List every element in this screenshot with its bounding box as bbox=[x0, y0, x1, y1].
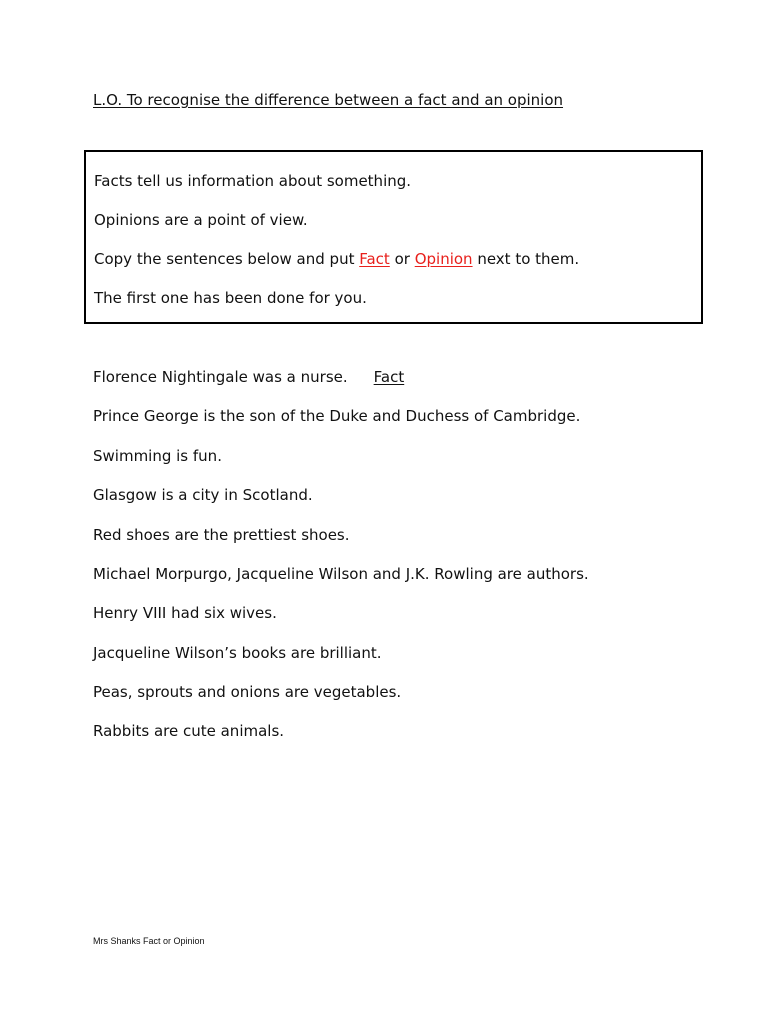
sentence-2: Prince George is the son of the Duke and Duchess of Cambridge. bbox=[93, 407, 581, 425]
learning-objective: L.O. To recognise the difference between a fact and an opinion bbox=[93, 91, 564, 109]
facts-definition: Facts tell us information about something. bbox=[94, 172, 412, 190]
task-instruction-start: Copy the sentences below and put bbox=[94, 250, 360, 268]
sentence-10: Rabbits are cute animals. bbox=[93, 722, 285, 740]
task-instruction-end: next to them. bbox=[472, 250, 580, 268]
sentence-6: Michael Morpurgo, Jacqueline Wilson and J.K. Rowling are authors. bbox=[93, 565, 589, 583]
sentence-1 bbox=[93, 368, 404, 386]
instruction-box bbox=[84, 150, 703, 324]
sentence-7: Henry VIII had six wives. bbox=[93, 604, 277, 622]
sentence-4: Glasgow is a city in Scotland. bbox=[93, 486, 313, 504]
page-footer: Mrs Shanks Fact or Opinion bbox=[93, 936, 205, 946]
sentence-3: Swimming is fun. bbox=[93, 447, 222, 465]
opinion-keyword: Opinion bbox=[414, 250, 473, 268]
example-note: The first one has been done for you. bbox=[94, 289, 367, 307]
sentence-answer: Fact bbox=[373, 368, 405, 386]
sentence-8: Jacqueline Wilson’s books are brilliant. bbox=[93, 644, 382, 662]
task-instruction bbox=[94, 250, 579, 268]
fact-keyword: Fact bbox=[359, 250, 390, 268]
sentence-9: Peas, sprouts and onions are vegetables. bbox=[93, 683, 402, 701]
sentence-5: Red shoes are the prettiest shoes. bbox=[93, 526, 350, 544]
sentence-text: Florence Nightingale was a nurse. bbox=[93, 368, 348, 386]
task-instruction-or: or bbox=[389, 250, 415, 268]
opinions-definition: Opinions are a point of view. bbox=[94, 211, 308, 229]
